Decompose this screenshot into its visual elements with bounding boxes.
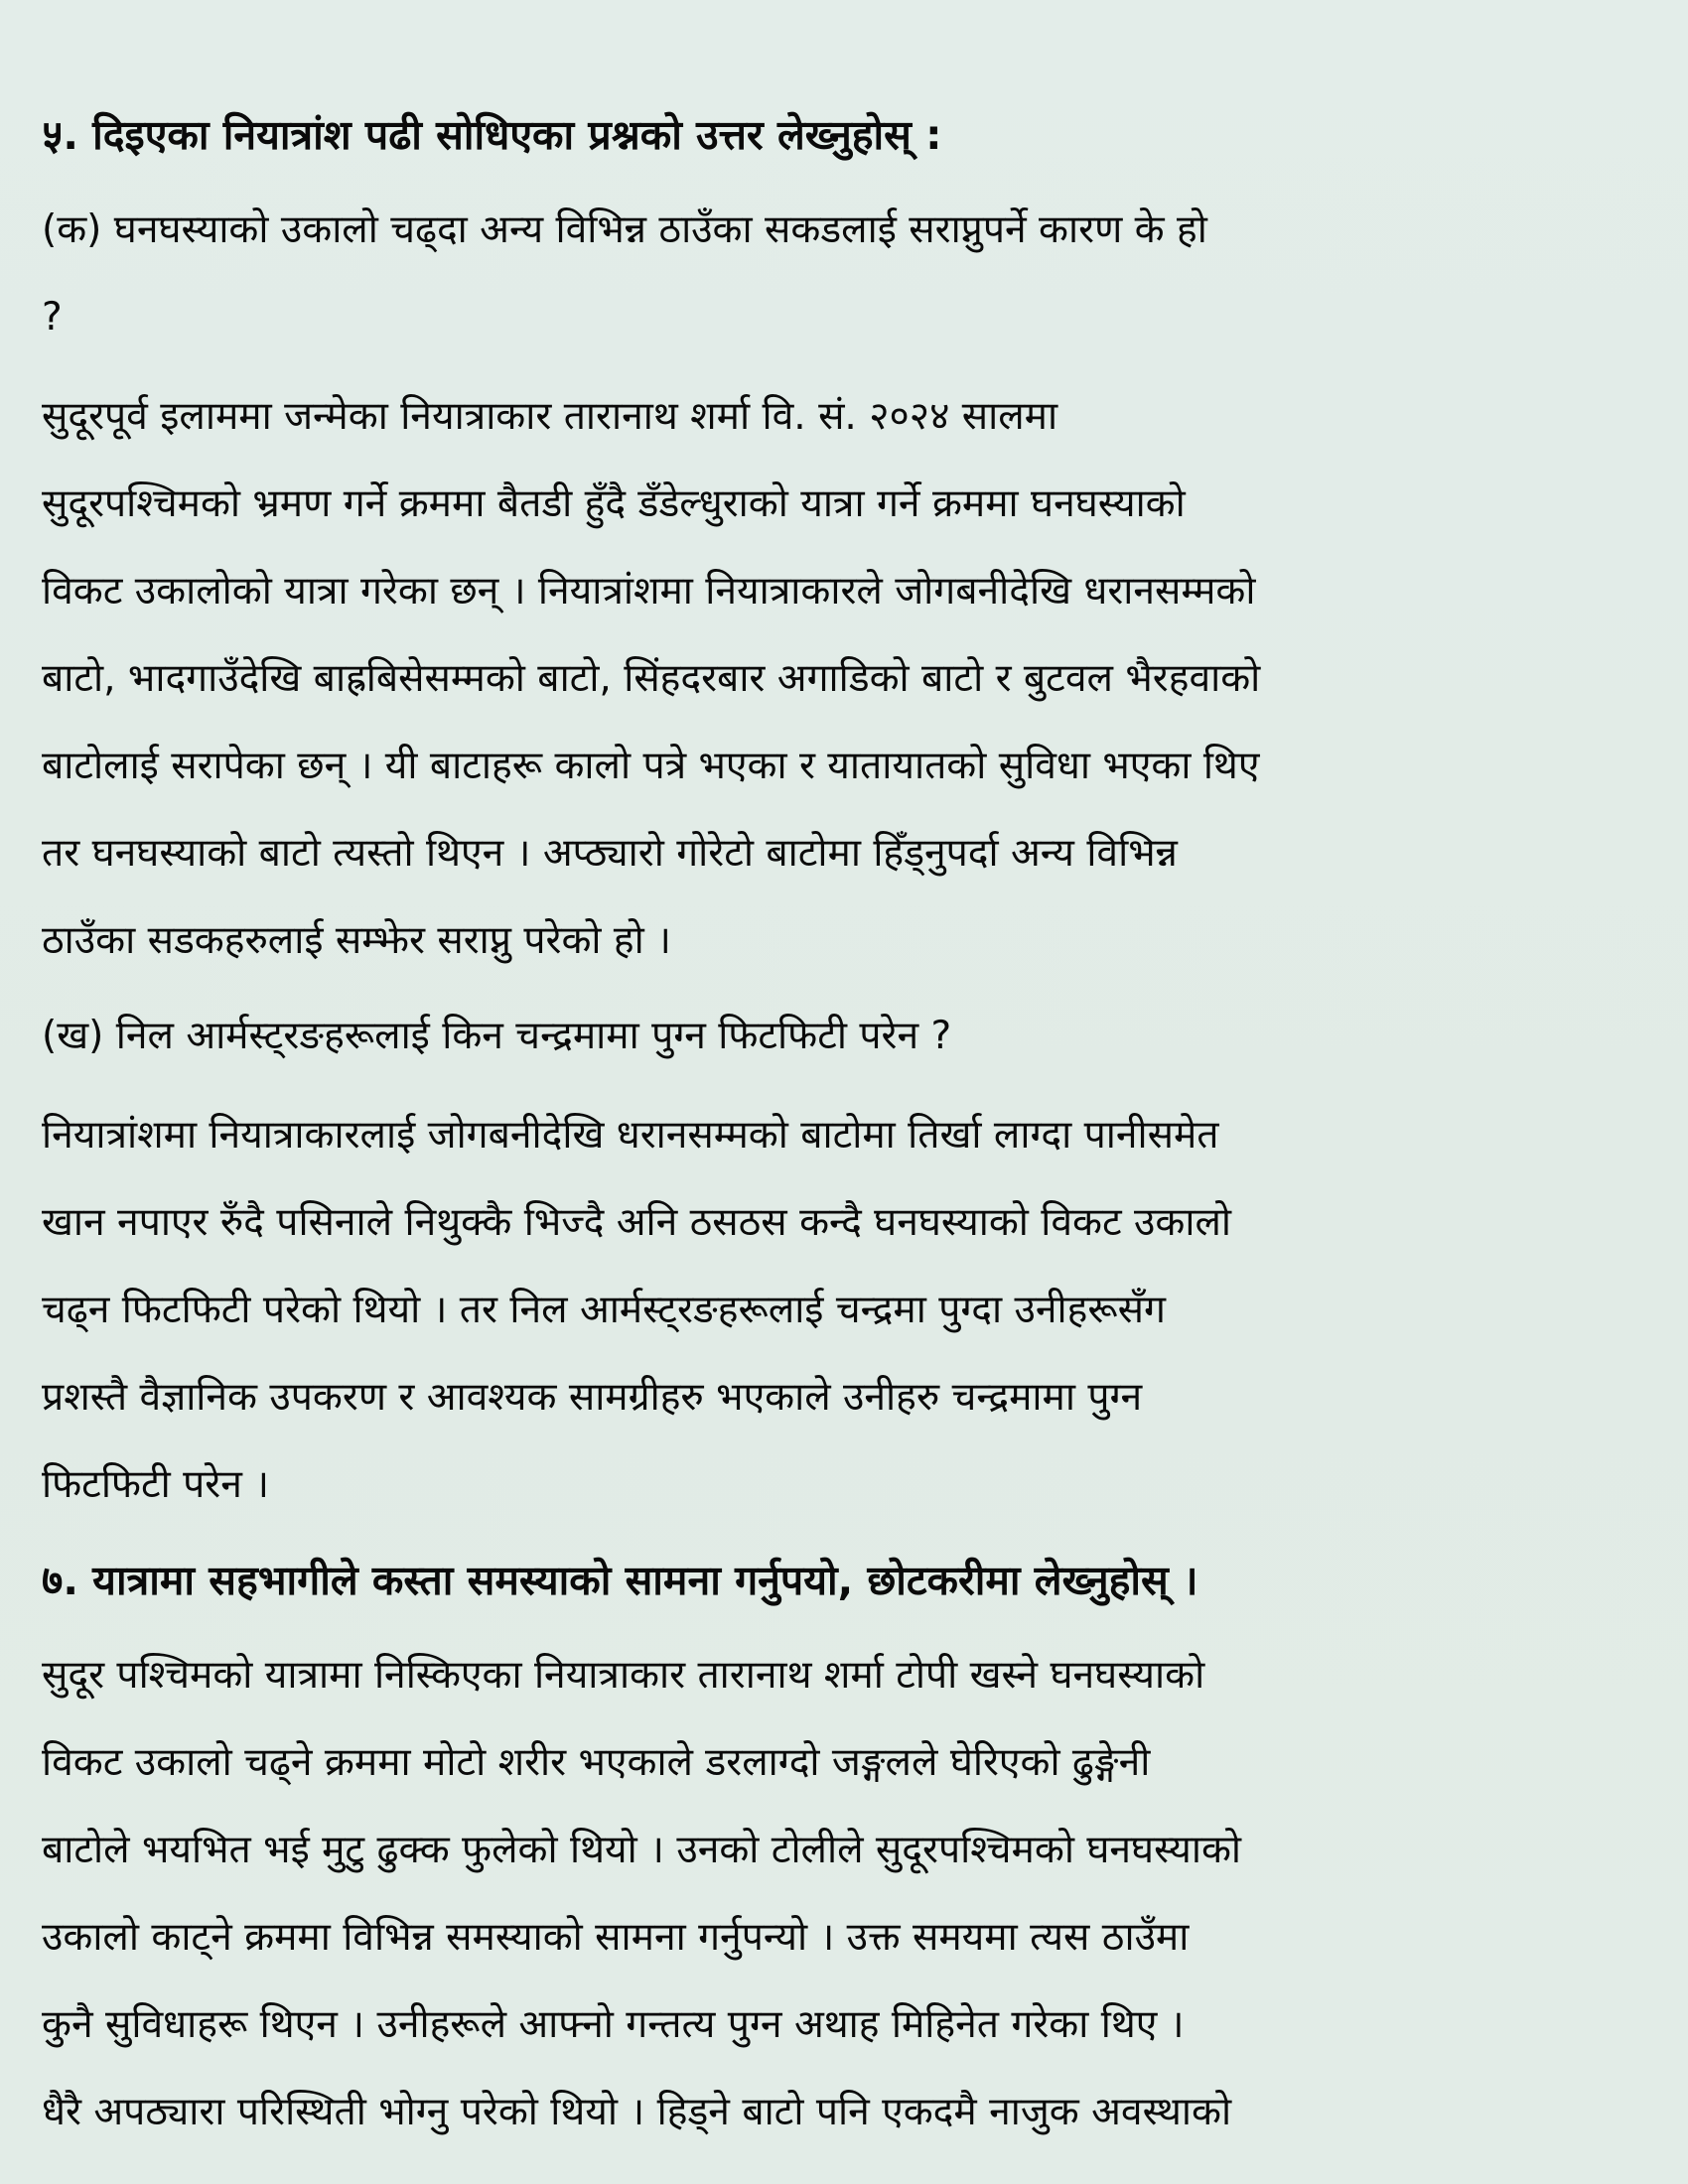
text-line: ? <box>42 295 63 340</box>
text-line: सुदूर पश्चिमको यात्रामा निस्किएका नियात्राकार तारानाथ शर्मा टोपी खस्ने घनघस्याको <box>42 1653 1205 1698</box>
text-line: प्रशस्तै वैज्ञानिक उपकरण र आवश्यक सामग्रीहरु भएकाले उनीहरु चन्द्रमामा पुग्न <box>42 1375 1143 1420</box>
text-line: विकट उकालोको यात्रा गरेका छन् । नियात्रांशमा नियात्राकारले जोगबनीदेखि धरानसम्मको <box>42 569 1256 614</box>
question-kha <box>42 993 1644 1080</box>
question-ka <box>42 187 1644 361</box>
answer-kha <box>42 1092 1644 1529</box>
text-line: विकट उकालो चढ्ने क्रममा मोटो शरीर भएकाले डरलाग्दो जङ्गलले घेरिएको ढुङ्गेनी <box>42 1740 1151 1785</box>
text-line: बाटो, भादगाउँदेखि बाह्रबिसेसम्मको बाटो, सिंहदरबार अगाडिको बाटो र बुटवल भैरहवाको <box>42 656 1261 701</box>
text-line: (क) घनघस्याको उकालो चढ्दा अन्य विभिन्न ठाउँका सकडलाई सराप्नुपर्ने कारण के हो <box>42 207 1207 252</box>
text-line: नियात्रांशमा नियात्राकारलाई जोगबनीदेखि धरानसम्मको बाटोमा तिर्खा लाग्दा पानीसमेत <box>42 1113 1219 1158</box>
text-line: ठाउँका सडकहरुलाई सम्झेर सराप्नु परेको हो । <box>42 918 671 963</box>
text-line: ७. यात्रामा सहभागीले कस्ता समस्याको सामना गर्नुपयो, छोटकरीमा लेख्नुहोस् । <box>42 1557 1198 1604</box>
text-line: तर घनघस्याको बाटो त्यस्तो थिएन । अप्ठ्यारो गोरेटो बाटोमा हिँड्नुपर्दा अन्य विभिन्न <box>42 831 1178 876</box>
text-line: सुदूरपूर्व इलाममा जन्मेका नियात्राकार तारानाथ शर्मा वि. सं. २०२४ सालमा <box>42 394 1058 439</box>
text-line: बाटोलाई सरापेका छन् । यी बाटाहरू कालो पत्रे भएका र यातायातको सुविधा भएका थिए <box>42 744 1260 788</box>
question-7-heading <box>42 1537 1644 1624</box>
text-line: धैरै अपठ्यारा परिस्थिती भोग्नु परेको थियो । हिड्ने बाटो पनि एकदमै नाजुक अवस्थाको <box>42 2090 1232 2134</box>
text-line: फिटफिटी परेन । <box>42 1462 270 1507</box>
text-line: कुनै सुविधाहरू थिएन । उनीहरूले आफ्नो गन्तत्य पुग्न अथाह मिहिनेत गरेका थिए । <box>42 2002 1185 2047</box>
text-line: चढ्न फिटफिटी परेको थियो । तर निल आर्मस्ट्रङहरूलाई चन्द्रमा पुग्दा उनीहरूसँग <box>42 1288 1166 1332</box>
text-line: ५. दिइएका नियात्रांश पढी सोधिएका प्रश्नको उत्तर लेख्नुहोस् : <box>42 111 942 159</box>
text-line: सुदूरपश्चिमको भ्रमण गर्ने क्रममा बैतडी हुँदै डँडेल्धुराको यात्रा गर्ने क्रममा घनघस्याको <box>42 481 1186 526</box>
question-5-heading <box>42 91 1644 179</box>
answer-ka <box>42 373 1644 985</box>
text-line: बाटोले भयभित भई मुटु ढुक्क फुलेको थियो । उनको टोलीले सुदूरपश्चिमको घनघस्याको <box>42 1828 1242 1872</box>
text-line: खान नपाएर रुँदै पसिनाले निथुक्कै भिज्दै अनि ठसठस कन्दै घनघस्याको विकट उकालो <box>42 1200 1232 1245</box>
answer-7 <box>42 1632 1644 2156</box>
text-line: उकालो काट्ने क्रममा विभिन्न समस्याको सामना गर्नुपन्यो । उक्त समयमा त्यस ठाउँमा <box>42 1915 1190 1960</box>
text-line: (ख) निल आर्मस्ट्रङहरूलाई किन चन्द्रमामा पुग्न फिटफिटी परेन ? <box>42 1014 952 1058</box>
